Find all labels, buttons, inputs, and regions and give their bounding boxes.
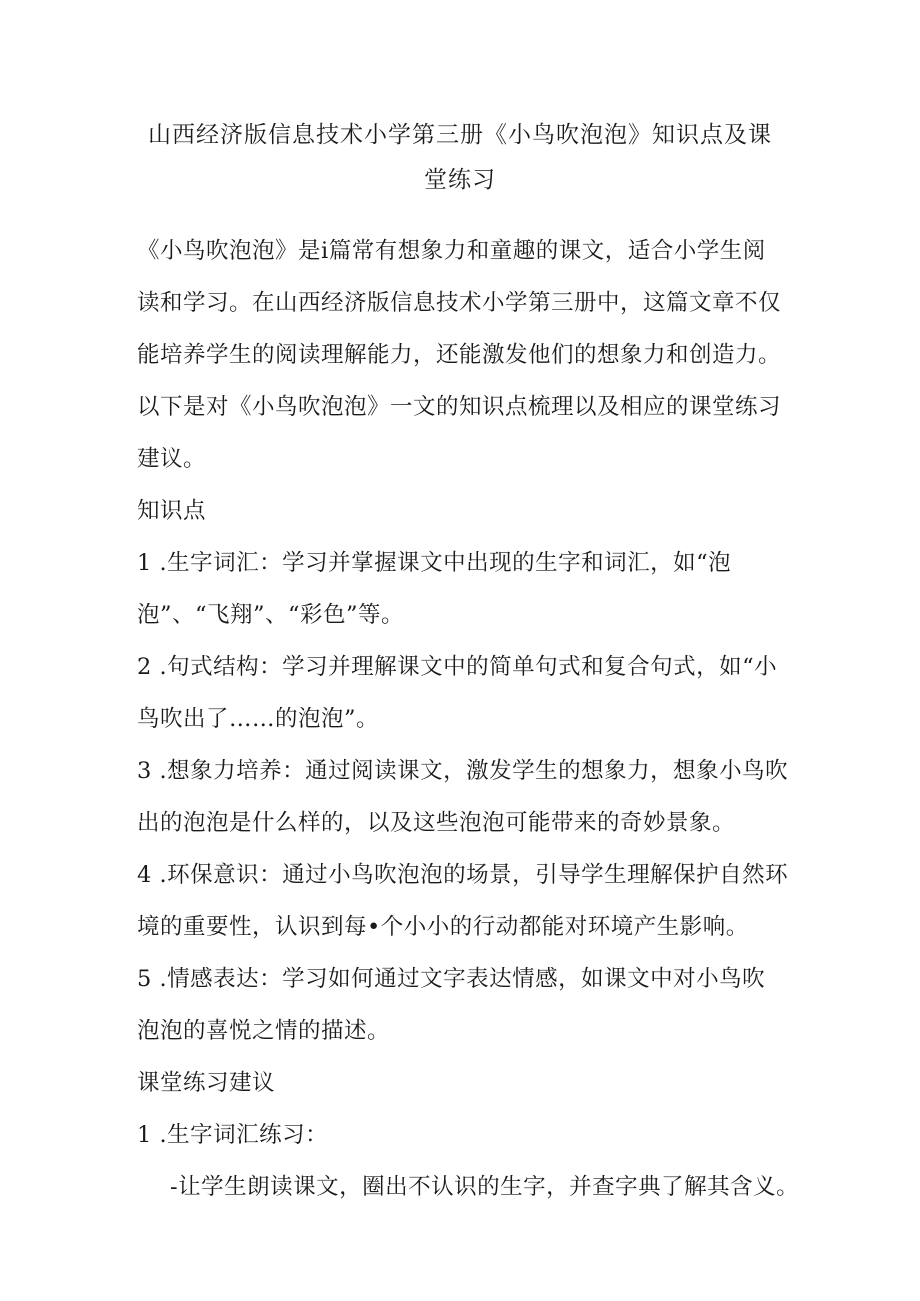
intro-line-4: 以下是对《小鸟吹泡泡》一文的知识点梳理以及相应的课堂练习 (137, 394, 782, 420)
intro-line-5: 建议。 (137, 446, 207, 472)
practice-line-1: 1 .生字词汇练习： (137, 1122, 329, 1148)
section-heading-knowledge: 知识点 (137, 498, 207, 524)
intro-line-3: 能培养学生的阅读理解能力，还能激发他们的想象力和创造力。 (137, 342, 782, 368)
intro-line-1: 《小鸟吹泡泡》是i篇常有想象力和童趣的课文，适合小学生阅 (137, 238, 766, 264)
knowledge-line-4: 鸟吹出了……的泡泡”。 (137, 706, 380, 732)
section-heading-practice: 课堂练习建议 (137, 1070, 276, 1096)
knowledge-line-9: 5 .情感表达：学习如何通过文字表达情感，如课文中对小鸟吹 (137, 966, 766, 992)
knowledge-line-3: 2 .句式结构：学习并理解课文中的简单句式和复合句式，如“小 (137, 654, 778, 680)
intro-line-2: 读和学习。在山西经济版信息技术小学第三册中，这篇文章不仅 (137, 290, 782, 316)
knowledge-line-2: 泡”、“飞翔”、“彩色”等。 (137, 602, 405, 628)
document-title-line-2: 堂练习 (424, 167, 496, 193)
practice-line-2: -让学生朗读课文，圈出不认识的生字，并查字典了解其含义。 (170, 1174, 800, 1200)
document-title-line-1: 山西经济版信息技术小学第三册《小鸟吹泡泡》知识点及课 (148, 122, 772, 148)
knowledge-line-6: 出的泡泡是什么样的，以及这些泡泡可能带来的奇妙景象。 (137, 810, 736, 836)
knowledge-line-8: 境的重要性，认识到每•个小小的行动都能对环境产生影响。 (137, 914, 749, 940)
knowledge-line-7: 4 .环保意识：通过小鸟吹泡泡的场景，引导学生理解保护自然环 (137, 862, 789, 888)
knowledge-line-1: 1 .生字词汇：学习并掌握课文中出现的生字和词汇，如“泡 (137, 550, 732, 576)
knowledge-line-5: 3 .想象力培养：通过阅读课文，激发学生的想象力，想象小鸟吹 (137, 758, 789, 784)
knowledge-line-10: 泡泡的喜悦之情的描述。 (137, 1018, 391, 1044)
